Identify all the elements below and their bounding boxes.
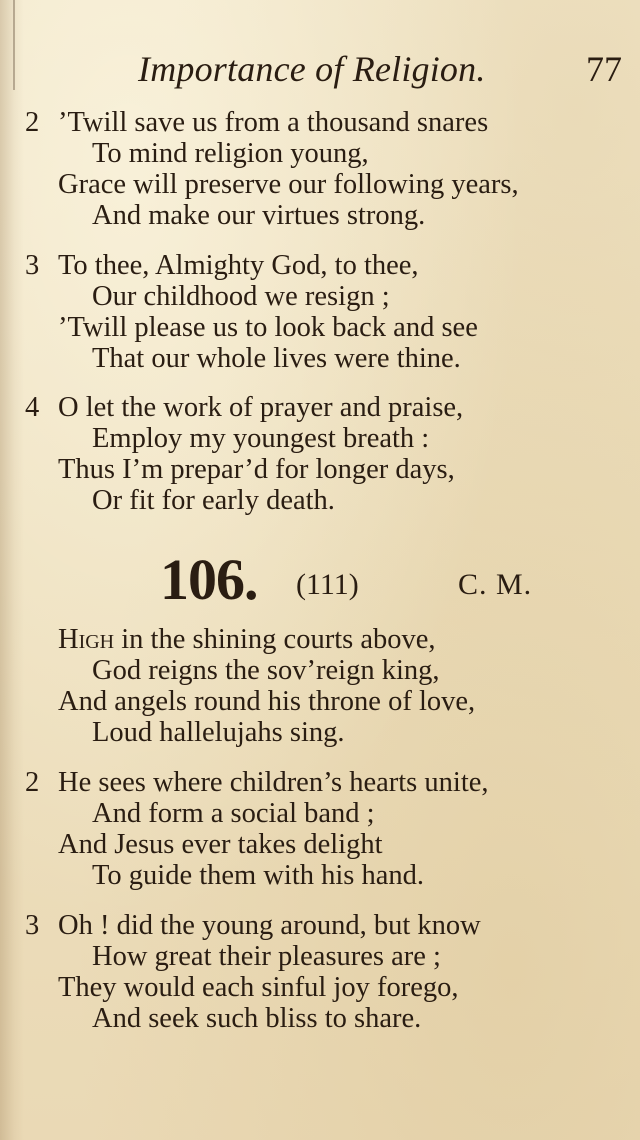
- verse-line: [0, 717, 600, 748]
- verse-line: [0, 250, 600, 281]
- verse-line: [0, 798, 600, 829]
- verse-text: To thee, Almighty God, to thee,: [58, 250, 419, 281]
- hymn-meter: C. M.: [458, 568, 533, 601]
- verse-line: [0, 860, 600, 891]
- verse-text: ’Twill save us from a thousand snares: [58, 107, 489, 138]
- verse-text: And seek such bliss to share.: [92, 1003, 422, 1034]
- verse-line: [0, 655, 600, 686]
- verse-line: [0, 972, 600, 1003]
- verse-text: To guide them with his hand.: [92, 860, 425, 891]
- page-header: [0, 48, 640, 98]
- verse-text-rest: in the shining courts above,: [114, 624, 436, 655]
- verse-text: [58, 624, 436, 655]
- stanza-number: 4: [25, 392, 40, 423]
- initial-word: High: [58, 624, 115, 655]
- verse-line: [0, 767, 600, 798]
- verse-text: And make our virtues strong.: [92, 200, 426, 231]
- verse-line: [0, 281, 600, 312]
- verse-text: Our childhood we resign ;: [92, 281, 390, 312]
- verse-line: [0, 392, 600, 423]
- verse-text: Or fit for early death.: [92, 485, 335, 516]
- stanza-number: 2: [25, 107, 40, 138]
- verse-line: [0, 624, 600, 655]
- verse-line: [0, 910, 600, 941]
- page-number: 77: [586, 49, 622, 89]
- hymn-number: 106.: [160, 547, 258, 612]
- stanza-number: 3: [25, 250, 40, 281]
- verse-text: And angels round his throne of love,: [58, 686, 476, 717]
- verse-line: [0, 312, 600, 343]
- stanza: [0, 250, 600, 374]
- stanza: [0, 392, 600, 516]
- verse-text: And form a social band ;: [92, 798, 375, 829]
- verse-text: Thus I’m prepar’d for longer days,: [58, 454, 455, 485]
- verse-line: [0, 200, 600, 231]
- verse-text: Oh ! did the young around, but know: [58, 910, 481, 941]
- verse-line: [0, 829, 600, 860]
- verse-text: Loud hallelujahs sing.: [92, 717, 345, 748]
- stanza-number: 2: [25, 767, 40, 798]
- running-title: Importance of Religion.: [138, 49, 486, 89]
- verse-line: [0, 343, 600, 374]
- verse-text: He sees where children’s hearts unite,: [58, 767, 489, 798]
- stanza: [0, 624, 600, 748]
- stanza-number: 3: [25, 910, 40, 941]
- verse-line: [0, 454, 600, 485]
- verse-line: [0, 138, 600, 169]
- stanza: [0, 910, 600, 1034]
- verse-text: That our whole lives were thine.: [92, 343, 461, 374]
- verse-text: They would each sinful joy forego,: [58, 972, 459, 1003]
- stanza: [0, 767, 600, 891]
- verse-line: [0, 686, 600, 717]
- verse-text: How great their pleasures are ;: [92, 941, 441, 972]
- verse-line: [0, 485, 600, 516]
- verse-text: Employ my youngest breath :: [92, 423, 430, 454]
- verse-line: [0, 1003, 600, 1034]
- verse-text: O let the work of prayer and praise,: [58, 392, 464, 423]
- verse-text: And Jesus ever takes delight: [58, 829, 383, 860]
- verse-line: [0, 107, 600, 138]
- verse-line: [0, 941, 600, 972]
- verse-line: [0, 423, 600, 454]
- verse-text: God reigns the sov’reign king,: [92, 655, 440, 686]
- verse-text: ’Twill please us to look back and see: [58, 312, 478, 343]
- hymn-reference: (111): [296, 568, 359, 601]
- stanza: [0, 107, 600, 231]
- verse-text: To mind religion young,: [92, 138, 369, 169]
- verse-line: [0, 169, 600, 200]
- hymn-heading: [0, 546, 640, 616]
- verse-text: Grace will preserve our following years,: [58, 169, 519, 200]
